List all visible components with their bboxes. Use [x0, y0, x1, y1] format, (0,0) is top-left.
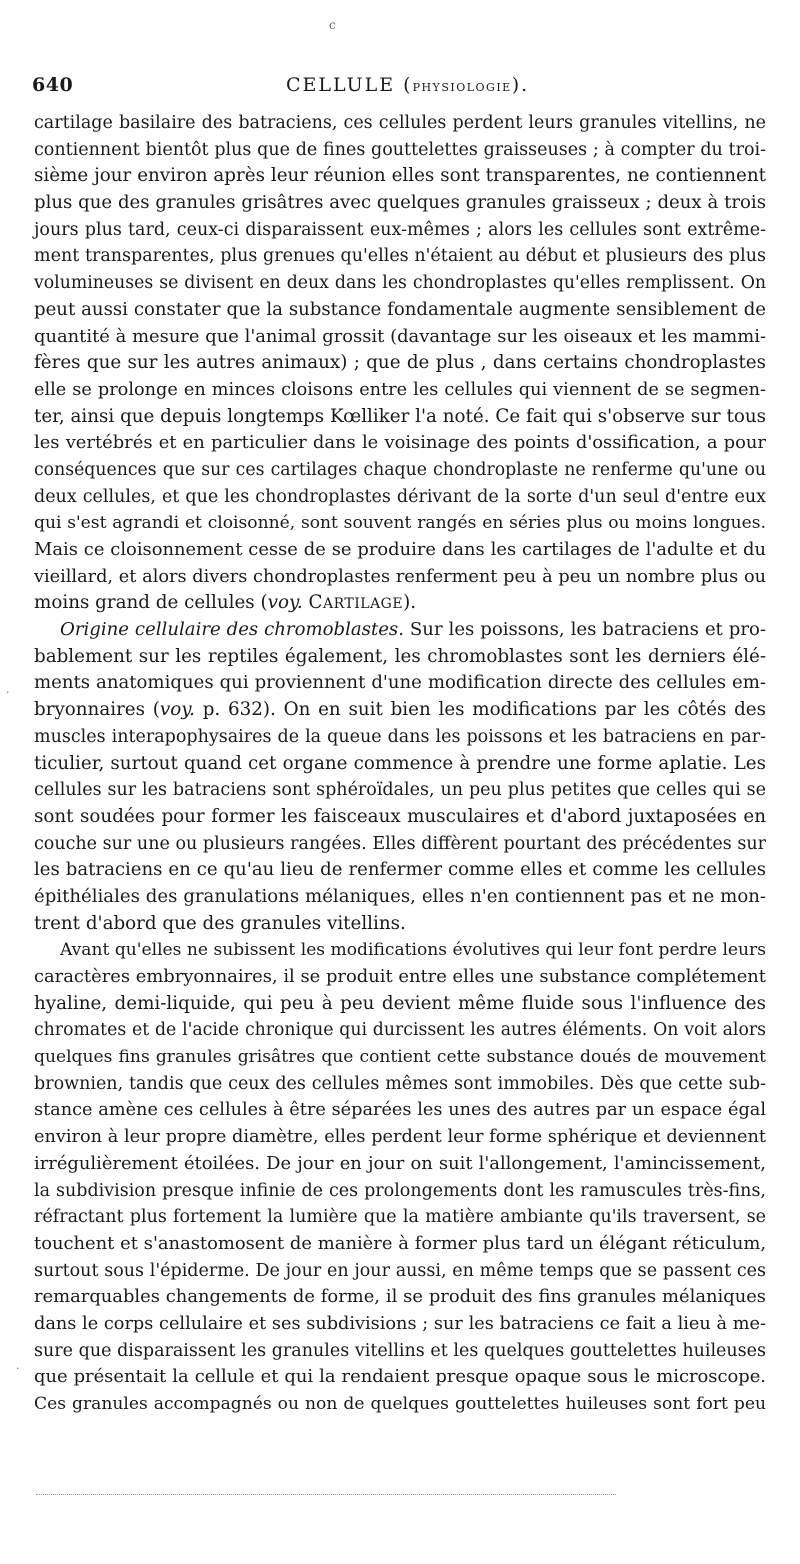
- text-line: [34, 110, 766, 137]
- footer-rule: [36, 1494, 616, 1495]
- line-text: conséquences que sur ces cartilages chaque chondroplaste ne renferme qu'une ou: [34, 459, 766, 480]
- text-line: [34, 1204, 766, 1231]
- text-line: [34, 697, 766, 724]
- text-line: [34, 350, 766, 377]
- line-text: trent d'abord que des granules vitellins.: [34, 912, 406, 934]
- top-mark: c: [329, 18, 336, 32]
- text-line: [34, 324, 766, 351]
- text-line: [34, 1338, 766, 1365]
- running-title-open: (: [395, 74, 413, 96]
- line-text: moins grand de cellules (: [34, 592, 268, 614]
- text-line: [34, 137, 766, 164]
- line-text: sure que disparaissent les granules vitellins et les quelques gouttelettes huileuses: [34, 1340, 766, 1361]
- text-line: [34, 617, 766, 644]
- line-text: ment transparentes, plus grenues qu'elles n'étaient au début et plusieurs des plus: [34, 246, 766, 267]
- line-text: jours plus tard, ceux-ci disparaissent eux-mêmes ; alors les cellules sont extrême-: [34, 219, 766, 240]
- text-line: [34, 1151, 766, 1178]
- line-text: Avant qu'elles ne subissent les modifications évolutives qui leur font perdre leurs: [60, 940, 766, 961]
- line-text: ).: [403, 592, 417, 614]
- running-title-close: ).: [511, 74, 530, 96]
- line-text: que présentait la cellule et qui la rendaient presque opaque sous le microscope.: [34, 1366, 766, 1388]
- text-line: [34, 1311, 766, 1338]
- text-line: [34, 163, 766, 190]
- line-text: quelques fins granules grisâtres que contient cette substance doués de mouvement: [34, 1047, 766, 1068]
- running-header: [32, 74, 768, 100]
- line-text: volumineuses se divisent en deux dans les chondroplastes qu'elles remplissent. On: [34, 273, 766, 294]
- text-line: [34, 243, 766, 270]
- running-title: [286, 74, 529, 96]
- text-line: [34, 270, 766, 297]
- text-line: [34, 1178, 766, 1205]
- text-line: [34, 217, 766, 244]
- text-line: [34, 1364, 766, 1391]
- line-text: muscles interapophysaires de la queue dans les poissons et les batraciens en par-: [34, 726, 766, 747]
- text-line: [34, 590, 766, 617]
- line-text: fères que sur les autres animaux) ; que de plus , dans certains chondroplastes: [34, 352, 766, 374]
- line-text: caractères embryonnaires, il se produit entre elles une substance complétement: [34, 966, 766, 987]
- text-line: [34, 964, 766, 991]
- running-title-main: CELLULE: [286, 74, 396, 96]
- line-text: vieillard, et alors divers chondroplastes renferment peu à peu un nombre plus ou: [34, 566, 766, 587]
- line-text: p. 632). On en suit bien les modifications par les côtés des: [194, 699, 766, 721]
- line-text: stance amène ces cellules à être séparées les unes des autres par un espace égal: [34, 1100, 766, 1121]
- text-line: [34, 1284, 766, 1311]
- text-line: [34, 884, 766, 911]
- line-text: sième jour environ après leur réunion elles sont transparentes, ne contiennent: [34, 165, 766, 187]
- line-text: ter, ainsi que depuis longtemps Kœlliker l'a noté. Ce fait qui s'observe sur tous: [34, 405, 766, 427]
- italic-text: Origine cellulaire des chromoblastes.: [60, 619, 404, 641]
- text-line: [34, 1017, 766, 1044]
- line-text: deux cellules, et que les chondroplastes dérivant de la sorte d'un seul d'entre eux: [34, 486, 766, 507]
- line-text: épithéliales des granulations mélaniques, elles n'en contiennent pas et ne mon-: [34, 885, 766, 907]
- line-text: brownien, tandis que ceux des cellules mêmes sont immobiles. Dès que cette sub-: [34, 1073, 766, 1094]
- line-text: quantité à mesure que l'animal grossit (davantage sur les oiseaux et les mammi-: [34, 325, 766, 347]
- text-line: [34, 404, 766, 431]
- line-text: environ à leur propre diamètre, elles perdent leur forme sphérique et deviennent: [34, 1127, 766, 1148]
- running-title-subtitle: PHYSIOLOGIE: [412, 81, 512, 94]
- text-line: [34, 297, 766, 324]
- line-text: peut aussi constater que la substance fondamentale augmente sensiblement de: [34, 298, 766, 320]
- text-line: [34, 377, 766, 404]
- line-text: cartilage basilaire des batraciens, ces cellules perdent leurs granules vitellins, ne: [34, 113, 766, 133]
- line-text: réfractant plus fortement la lumière que la matière ambiante qu'ils traversent, se: [34, 1207, 766, 1228]
- text-line: [34, 1097, 766, 1124]
- text-line: [34, 1231, 766, 1258]
- text-line: [34, 911, 766, 938]
- line-text: ments anatomiques qui proviennent d'une modification directe des cellules em-: [34, 672, 766, 694]
- line-text: irrégulièrement étoilées. De jour en jour on suit l'allongement, l'amincissement,: [34, 1152, 766, 1174]
- line-text: la subdivision presque infinie de ces prolongements dont les ramuscules très-fins,: [34, 1180, 766, 1201]
- text-line: [34, 484, 766, 511]
- line-text: Sur les poissons, les batraciens et pro-: [403, 619, 766, 641]
- text-line: [34, 190, 766, 217]
- text-line: [34, 1071, 766, 1098]
- line-text: bablement sur les reptiles également, les chromoblastes sont les derniers élé-: [34, 645, 766, 667]
- text-line: [34, 937, 766, 964]
- text-line: [34, 510, 766, 537]
- text-line: [34, 804, 766, 831]
- text-line: [34, 777, 766, 804]
- text-line: [34, 564, 766, 591]
- line-text: les vertébrés et en particulier dans le voisinage des points d'ossification, a pour: [34, 432, 766, 454]
- italic-text: voy.: [267, 592, 303, 614]
- page-number: 640: [32, 74, 74, 96]
- line-text: touchent et s'anastomosent de manière à former plus tard un élégant réticulum,: [34, 1232, 766, 1254]
- line-text: dans le corps cellulaire et ses subdivisions ; sur les batraciens ce fait a lieu à me-: [34, 1313, 766, 1334]
- text-line: [34, 991, 766, 1018]
- line-text: Mais ce cloisonnement cesse de se produire dans les cartilages de l'adulte et du: [34, 539, 766, 560]
- line-text: les batraciens en ce qu'au lieu de renfermer comme elles et comme les cellules: [34, 859, 766, 881]
- line-text: remarquables changements de forme, il se produit des fins granules mélaniques: [34, 1286, 766, 1308]
- line-text: qui s'est agrandi et cloisonné, sont souvent rangés en séries plus ou moins longues.: [34, 513, 766, 534]
- text-line: [34, 724, 766, 751]
- body-text: [34, 110, 766, 1418]
- text-line: [34, 1391, 766, 1418]
- line-text: contiennent bientôt plus que de fines gouttelettes graisseuses ; à compter du troi-: [34, 139, 766, 160]
- text-line: [34, 751, 766, 778]
- text-line: [34, 1124, 766, 1151]
- line-text: bryonnaires (: [34, 699, 160, 721]
- text-line: [34, 430, 766, 457]
- italic-text: voy.: [159, 699, 195, 721]
- line-text: chromates et de l'acide chronique qui durcissent les autres éléments. On voit alors: [34, 1020, 766, 1041]
- line-text: cellules sur les batraciens sont sphéroïdales, un peu plus petites que celles qui se: [34, 780, 766, 801]
- text-line: [34, 1044, 766, 1071]
- line-text: couche sur une ou plusieurs rangées. Elles diffèrent pourtant des précédentes sur: [34, 833, 766, 854]
- line-text: sont soudées pour former les faisceaux musculaires et d'abord juxtaposées en: [34, 805, 766, 827]
- line-text: elle se prolonge en minces cloisons entre les cellules qui viennent de se segmen-: [34, 379, 766, 400]
- text-line: [34, 857, 766, 884]
- line-text: Ces granules accompagnés ou non de quelques gouttelettes huileuses sont fort peu: [34, 1394, 766, 1414]
- text-line: [34, 1258, 766, 1285]
- margin-mark: ·: [16, 1362, 20, 1375]
- line-text: plus que des granules grisâtres avec quelques granules graisseux ; deux à trois: [34, 192, 766, 214]
- small-caps-text: CARTILAGE: [308, 592, 404, 614]
- text-line: [34, 537, 766, 564]
- text-line: [34, 457, 766, 484]
- text-line: [34, 831, 766, 858]
- line-text: ticulier, surtout quand cet organe commence à prendre une forme aplatie. Les: [34, 752, 766, 774]
- margin-mark: ·: [6, 686, 10, 699]
- text-line: [34, 644, 766, 671]
- text-line: [34, 670, 766, 697]
- line-text: hyaline, demi-liquide, qui peu à peu devient même fluide sous l'influence des: [34, 992, 766, 1014]
- line-text: surtout sous l'épiderme. De jour en jour aussi, en même temps que se passent ces: [34, 1260, 766, 1281]
